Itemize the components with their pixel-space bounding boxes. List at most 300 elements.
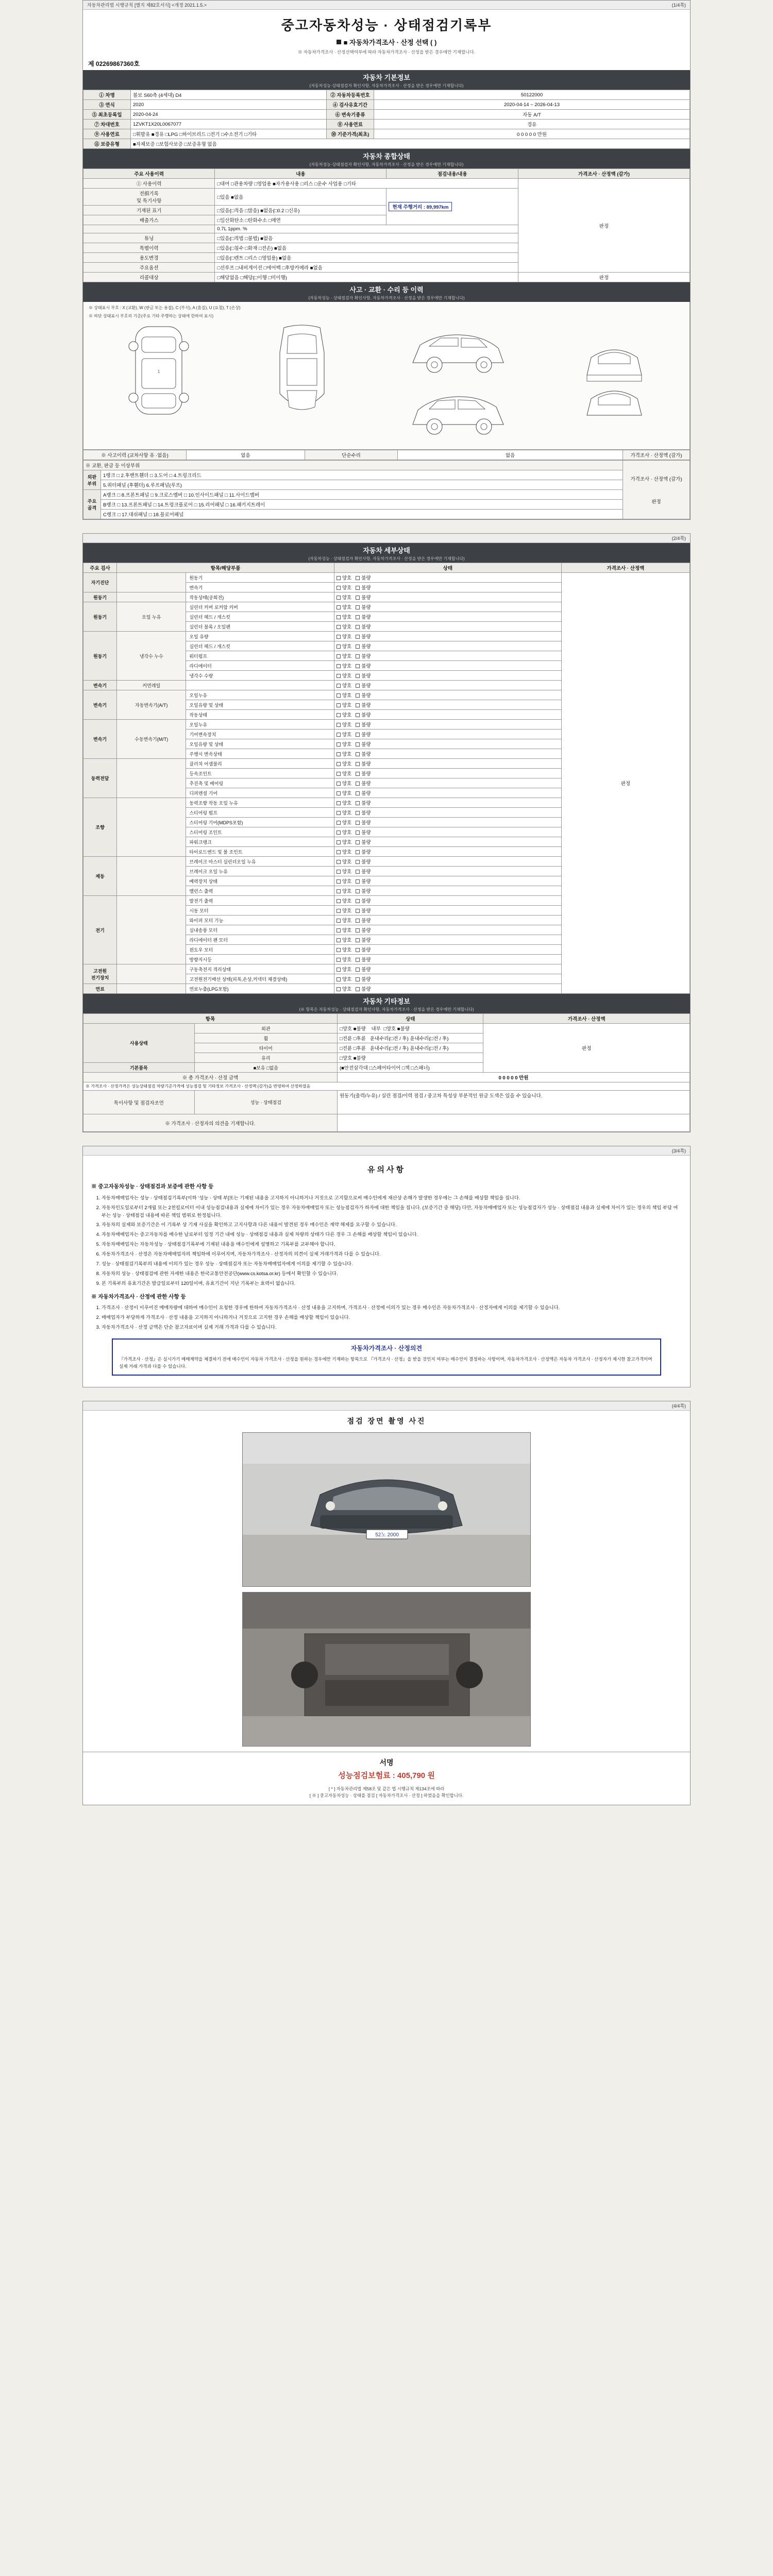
etc-adj-value: 판정 bbox=[483, 1024, 690, 1073]
table-row bbox=[83, 490, 690, 500]
detail-group-7: 동력전달 bbox=[83, 759, 117, 798]
topbar-page2 bbox=[83, 534, 690, 543]
row-recall-label: 리콜대상 bbox=[83, 273, 215, 282]
square-bullet-icon bbox=[337, 40, 341, 44]
detail-item-status[interactable]: 양호 불량 bbox=[334, 964, 561, 974]
etc-glass-value[interactable]: □양호 ■불량 bbox=[337, 1053, 483, 1063]
footer-note bbox=[83, 1785, 690, 1805]
detail-group-10: 전기 bbox=[83, 896, 117, 964]
detail-subgroup-8 bbox=[117, 798, 186, 857]
etc-group-label: 사용상태 bbox=[83, 1024, 195, 1063]
col-detail-adj: 가격조사 · 산정액 bbox=[561, 563, 690, 573]
detail-item-name: 베력장치 상태 bbox=[186, 876, 334, 886]
detail-item-status[interactable]: 양호 불량 bbox=[334, 984, 561, 994]
detail-group-6: 변속기 bbox=[83, 720, 117, 759]
detail-item-status[interactable]: 양호 불량 bbox=[334, 700, 561, 710]
notice-item-6: 7. 성능 · 상태점검기록부의 내용에 이의가 있는 경우 성능 · 상태점검자 또는 자동차매매업자에게 이의를 제기할 수 있습니다. bbox=[102, 1260, 682, 1268]
plate-text: 52노 2000 bbox=[375, 1532, 399, 1538]
table-row bbox=[83, 470, 690, 480]
row-usage-label: ① 사용이력 bbox=[83, 179, 215, 189]
parts-table bbox=[83, 460, 690, 519]
detail-item-name: 발전기 출력 bbox=[186, 896, 334, 906]
notice-item-3: 4. 자동차매매업자는 중고자동차를 매수한 날로부터 일정 기간 내에 성능 · 상태점검 내용과 실제 차량의 상태가 다른 경우 그 손해를 배상할 책임이 있습니다. bbox=[102, 1231, 682, 1239]
label-fuel-head: ⑧ 사용연료 bbox=[327, 120, 374, 129]
footer-line-2: [ ※ ] 중고자동차성능 · 상태를 점검 [ 자동차가격조사 · 산정 ] 하였음을 확인합니다. bbox=[309, 1793, 464, 1799]
table-row bbox=[83, 90, 690, 100]
car-view-front-left bbox=[120, 321, 197, 419]
notice-item-5: 6. 자동차가격조사 · 산정은 자동차매매업자의 책임하에 이루어지며, 자동차가격조사 · 산정자의 의견이 실제 거래가격과 다를 수 있습니다. bbox=[102, 1250, 682, 1258]
price-adjust-cell: 판정 bbox=[518, 179, 690, 273]
appraiser-opinion-value[interactable] bbox=[337, 1114, 690, 1132]
detail-item-name: 기어변속장치 bbox=[186, 730, 334, 739]
detail-item-name: 파워크랭크 bbox=[186, 837, 334, 847]
value-warranty[interactable]: ■자체보증 □보험사보증 □보증유형 없음 bbox=[131, 139, 690, 149]
col-price-adj: 가격조사 · 산정액 (감가) bbox=[518, 169, 690, 179]
table-header-row bbox=[83, 563, 690, 573]
notice-item-0: 1. 자동차매매업자는 성능 · 상태점검기록부(이하 ‘성능 · 상태 부[또는 기재된 내용을 고지하지 아니하거나 거짓으로 고지함으로써 매수인에게 재산상 손해가 발생한 경우에는 그 손해를 배상할 책임을 집니다. bbox=[102, 1194, 682, 1202]
simple-repair-value: 없음 bbox=[398, 450, 623, 460]
detail-item-name: 실내송풍 모터 bbox=[186, 925, 334, 935]
label-fuel: ⑨ 사용연료 bbox=[83, 129, 131, 139]
detail-item-status[interactable]: 양호 불량 bbox=[334, 671, 561, 681]
page-1 bbox=[82, 0, 691, 520]
overall-status-table bbox=[83, 168, 690, 282]
appraisal-box-title: 자동차가격조사 · 산정의견 bbox=[350, 1344, 423, 1352]
document-note: ※ 자동차가격조사 · 산정선택여부에 따라 자동차가격조사 · 산정을 받은 경우에만 기재합니다. bbox=[298, 49, 475, 55]
table-row bbox=[83, 573, 690, 583]
detail-item-status[interactable]: 양호 불량 bbox=[334, 583, 561, 592]
detail-group-3: 원동기 bbox=[83, 632, 117, 681]
table-row bbox=[83, 461, 690, 470]
detail-item-name: 고전원전기배선 상태(피복,손상,커넥터 체결상태) bbox=[186, 974, 334, 984]
etc-basic-group: 기본품목 bbox=[83, 1063, 195, 1073]
label-base-price: ⑩ 기준가격(최초) bbox=[327, 129, 374, 139]
detail-item-status[interactable]: 양호 불량 bbox=[334, 759, 561, 769]
value-plate: 50122000 bbox=[374, 90, 690, 100]
detail-item-name: 브레이크 마스터 실린더오일 누유 bbox=[186, 857, 334, 867]
etc-basic-value[interactable]: (■안전삼각대 □스페어타이어 □잭 □스패너) bbox=[337, 1063, 483, 1073]
detail-subgroup-9 bbox=[117, 857, 186, 896]
parts-outer-line2[interactable]: 5.쿼터패널 (후휀더) 6.루프패널(루프) bbox=[101, 480, 623, 490]
row-emission-num-label bbox=[83, 225, 215, 233]
detail-item-status[interactable]: 양호 불량 bbox=[334, 955, 561, 964]
footer-line-1: [ * ] 자동차관리법 제58조 및 같은 법 시행규칙 제134조에 따라 bbox=[328, 1786, 445, 1791]
table-row bbox=[83, 129, 690, 139]
car-view-front-rear bbox=[576, 321, 653, 419]
detail-item-name: 방향지시등 bbox=[186, 955, 334, 964]
table-row bbox=[83, 1073, 690, 1082]
table-row bbox=[83, 1082, 690, 1091]
row-record-value[interactable]: □있음(□적음 □많음) ■없음(□0.2 □신유) bbox=[215, 206, 386, 215]
topbar-page3 bbox=[83, 1146, 690, 1156]
document-id: 제 02269867360호 bbox=[88, 60, 140, 67]
value-first-registration: 2020-04-24 bbox=[131, 110, 327, 120]
row-special-value[interactable]: □있음(□침수 □화재 □전손) ■없음 bbox=[215, 243, 518, 253]
section-band-overall: 자동차 종합상태 (자동차성능·상태점검자 확인사항, 자동차가격조사 · 산정을 받은 경우에만 기재합니다) bbox=[83, 149, 690, 168]
table-row bbox=[83, 179, 690, 189]
row-usechange-value[interactable]: □있음(□렌트 □리스 □영업용) ■없음 bbox=[215, 253, 518, 263]
parts-group-outer: 외판 부위 bbox=[83, 470, 101, 490]
detail-item-status[interactable]: 양호 불량 bbox=[334, 886, 561, 896]
detail-item-status[interactable]: 양호 불량 bbox=[334, 632, 561, 641]
car-svg-left bbox=[120, 321, 197, 419]
detail-item-name: 실린더 헤드 / 개스킷 bbox=[186, 641, 334, 651]
col-detail: 점검내용/내용 bbox=[386, 169, 518, 179]
label-vin: ⑦ 차대번호 bbox=[83, 120, 131, 129]
total-adj-note: ※ 가격조사 · 산정가격은 성능상태점검 차량기준가격에 성능점검 및 기타정보 가격조사 · 산정액 (감가)을 반영하여 산정하였음 bbox=[83, 1082, 690, 1091]
etc-wheel-label: 휠 bbox=[194, 1033, 337, 1043]
detail-item-status[interactable]: 양호 불량 bbox=[334, 573, 561, 583]
detail-item-status[interactable]: 양호 불량 bbox=[334, 876, 561, 886]
notice-appraisal-item-1: 2. 매매업자가 부당하게 가격조사 · 산정 내용을 고지하지 아니하거나 거짓으로 고지한 경우 손해를 배상할 책임이 있습니다. bbox=[102, 1314, 682, 1321]
detail-item-status[interactable]: 양호 불량 bbox=[334, 847, 561, 857]
row-recall-adj: 판정 bbox=[518, 273, 690, 282]
table-row bbox=[83, 450, 690, 460]
parts-frame-line3[interactable]: C랭크 □ 17.대쉬패널 □ 18.플로어패널 bbox=[101, 510, 623, 519]
notice-section bbox=[83, 1156, 690, 1387]
detail-group-9: 제동 bbox=[83, 857, 117, 896]
value-vin: 1ZVKT1X20L0067077 bbox=[131, 120, 327, 129]
value-base-price: 0 0 0 0 0 만원 bbox=[374, 129, 690, 139]
page-indicator-2: (2/4쪽) bbox=[671, 536, 686, 541]
detail-item-name: 등속조인트 bbox=[186, 769, 334, 778]
car-svg-side-right bbox=[407, 383, 510, 445]
detail-item-status[interactable]: 양호 불량 bbox=[334, 690, 561, 700]
row-usage-value[interactable]: □대여 □관용차량 □영업용 ■자가용사용 □리스 □운수 사업용 □기타 bbox=[215, 179, 518, 189]
label-warranty: ⑪ 보증유형 bbox=[83, 139, 131, 149]
detail-group-2: 원동기 bbox=[83, 602, 117, 632]
page-indicator-1: (1/4쪽) bbox=[671, 3, 686, 8]
detail-item-name: 오일유량 및 상태 bbox=[186, 739, 334, 749]
detail-subgroup-5: 자동변속기(A/T) bbox=[117, 690, 186, 720]
col-content: 내용 bbox=[215, 169, 386, 179]
detail-item-status[interactable]: 양호 불량 bbox=[334, 788, 561, 798]
notice-item-7: 8. 자동차의 성능 · 상태점검에 관한 자세한 내용은 한국교통안전공단(www.cs.kotsa.or.kr) 등에서 확인할 수 있습니다. bbox=[102, 1270, 682, 1278]
detail-status-table bbox=[83, 563, 690, 994]
detail-item-status[interactable]: 양호 불량 bbox=[334, 769, 561, 778]
detail-item-status[interactable]: 양호 불량 bbox=[334, 681, 561, 690]
col-state: 상태 bbox=[334, 563, 561, 573]
row-options-label: 주요옵션 bbox=[83, 263, 215, 273]
signature-title: 서명 bbox=[83, 1752, 690, 1770]
detail-item-name: 브레이크 오일 누유 bbox=[186, 867, 334, 876]
diagram-legend-2: ※ 하단 상태표시 부호의 기준(주요 기타 주행하는 상태에 한하여 표시) bbox=[89, 314, 213, 318]
detail-item-status[interactable]: 양호 불량 bbox=[334, 730, 561, 739]
detail-item-name: 라디에이터 팬 모터 bbox=[186, 935, 334, 945]
detail-item-status[interactable]: 양호 불량 bbox=[334, 818, 561, 827]
mileage-highlight: 현재 주행거리 : 89,997km bbox=[389, 202, 452, 211]
table-row bbox=[83, 480, 690, 490]
photo-list bbox=[83, 1430, 690, 1752]
basic-info-table bbox=[83, 90, 690, 149]
row-tuning-label: 튜닝 bbox=[83, 233, 215, 243]
notice-appraisal-item-2: 3. 자동차가격조사 · 산정 금액은 단순 참고자료이며 실제 거래 가격과 다를 수 있습니다. bbox=[102, 1324, 682, 1331]
detail-subgroup-10 bbox=[117, 896, 186, 964]
detail-item-name: 구동축전지 격리상태 bbox=[186, 964, 334, 974]
table-row bbox=[83, 500, 690, 510]
detail-item-status[interactable]: 양호 불량 bbox=[334, 798, 561, 808]
page-3 bbox=[82, 1146, 691, 1387]
detail-item-status[interactable]: 양호 불량 bbox=[334, 622, 561, 632]
detail-item-status[interactable]: 양호 불량 bbox=[334, 867, 561, 876]
row-tuning-value[interactable]: □있음(□적법 □불법) ■없음 bbox=[215, 233, 518, 243]
detail-item-name: 주행시 변속상태 bbox=[186, 749, 334, 759]
detail-item-status[interactable]: 양호 불량 bbox=[334, 808, 561, 818]
detail-item-status[interactable]: 양호 불량 bbox=[334, 661, 561, 671]
detail-item-name: 시동 모터 bbox=[186, 906, 334, 916]
notice-item-8: 9. 본 기록부의 유효기간은 발급일로부터 120일이며, 유효기간이 지난 기록부는 효력이 없습니다. bbox=[102, 1280, 682, 1287]
appraisal-opinion-box bbox=[112, 1338, 661, 1376]
value-carname: 볼보 S60측 (4세대) D4 bbox=[131, 90, 327, 100]
table-header-row bbox=[83, 1014, 690, 1024]
detail-item-name: 윈도우 모터 bbox=[186, 945, 334, 955]
detail-item-name: 변속기 bbox=[186, 583, 334, 592]
topbar-page1 bbox=[83, 1, 690, 10]
detail-item-name: 실린더 헤드 / 개스킷 bbox=[186, 612, 334, 622]
notice-appraisal-item-0: 1. 가격조사 · 산정이 이루어진 매매차량에 대하여 매수인이 요청한 경우에 한하여 자동차가격조사 · 산정 내용을 고지하며, 가격조사 · 산정에 이의가 있는 경우 매수인은 자동차가격조사 · 산정자에게 이의를 제기할 수 있습니다. bbox=[102, 1304, 682, 1312]
detail-group-0: 자기진단 bbox=[83, 573, 117, 592]
table-header-row bbox=[83, 169, 690, 179]
detail-item-status[interactable]: 양호 불량 bbox=[334, 641, 561, 651]
row-usechange-label: 용도변경 bbox=[83, 253, 215, 263]
detail-item-name: 작동상태(공회전) bbox=[186, 592, 334, 602]
accident-summary-table bbox=[83, 450, 690, 460]
detail-item-status[interactable]: 양호 불량 bbox=[334, 612, 561, 622]
accident-adj-label: 가격조사 · 산정액 (감가) bbox=[623, 450, 690, 460]
detail-item-status[interactable]: 양호 불량 bbox=[334, 592, 561, 602]
detail-subgroup-2: 오일 누유 bbox=[117, 602, 186, 632]
detail-item-name: 오일 유량 bbox=[186, 632, 334, 641]
etc-wheel-value[interactable]: □전륜 □후륜 윤내수리(□전 / 후) 윤내수리(□전 / 후) bbox=[337, 1033, 483, 1043]
detail-item-name: 워터펌프 bbox=[186, 651, 334, 661]
detail-subgroup-12 bbox=[117, 984, 186, 994]
parts-outer-line1[interactable]: 1랭크 □ 2.후밴트휀더 □ 3.도어 □ 4.트렁크리드 bbox=[101, 470, 623, 480]
accident-history-label: ※ 사고이력 (교차사항 유 ·없음) bbox=[83, 450, 187, 460]
notice-item-4: 5. 자동차매매업자는 자동차성능 · 상태점검기록부에 기재된 내용을 매수인에게 설명하고 기록부를 교부해야 합니다. bbox=[102, 1241, 682, 1248]
value-inspection-period: 2020-04-14 ~ 2026-04-13 bbox=[374, 100, 690, 110]
detail-item-status[interactable]: 양호 불량 bbox=[334, 827, 561, 837]
label-carname: ① 차명 bbox=[83, 90, 131, 100]
detail-item-status[interactable]: 양호 불량 bbox=[334, 896, 561, 906]
table-row bbox=[83, 139, 690, 149]
row-record-label: 기재된 표기 bbox=[83, 206, 215, 215]
special-note-sub: 성능 · 상태점검 bbox=[194, 1091, 337, 1114]
row-emission-value[interactable]: □일산화탄소 □탄화수소 □매연 bbox=[215, 215, 386, 225]
row-recall-value[interactable]: □해당없음 □해당(□이행 □미이행) bbox=[215, 273, 518, 282]
table-row bbox=[83, 100, 690, 110]
detail-item-name: 실린더 커버 로커암 커버 bbox=[186, 602, 334, 612]
row-special-label: 특별이력 bbox=[83, 243, 215, 253]
detail-item-status[interactable]: 양호 불량 bbox=[334, 720, 561, 730]
page-indicator-3: (3/4쪽) bbox=[671, 1148, 686, 1154]
notice-s1-title: ※ 중고자동차성능 · 상태점검과 보증에 관한 사항 등 bbox=[91, 1183, 214, 1190]
detail-item-name: 오일누유 bbox=[186, 690, 334, 700]
detail-subgroup-1 bbox=[117, 592, 186, 602]
detail-group-12: 연료 bbox=[83, 984, 117, 994]
photo-section-title: 점검 장면 촬영 사진 bbox=[347, 1416, 426, 1425]
detail-group-11: 고전원 전기장치 bbox=[83, 964, 117, 984]
detail-adjust-value: 판정 bbox=[561, 573, 690, 994]
mileage-cell bbox=[386, 189, 518, 225]
label-year: ③ 연식 bbox=[83, 100, 131, 110]
accident-history-value: 없음 bbox=[187, 450, 305, 460]
detail-item-name: 오일유량 및 상태 bbox=[186, 700, 334, 710]
detail-item-status[interactable]: 양호 불량 bbox=[334, 906, 561, 916]
etc-exterior-value[interactable]: □양호 ■불량 내부 □양호 ■불량 bbox=[337, 1024, 483, 1033]
section-band-etc: 자동차 기타정보 (※ 항목은 자동차성능 · 상태점검자 확인사항, 자동차가격조사 · 산정을 받은 경우에만 기재합니다) bbox=[83, 994, 690, 1013]
detail-item-name: 타이로드엔드 및 볼 조인트 bbox=[186, 847, 334, 857]
detail-item-name: 밸런스 출력 bbox=[186, 886, 334, 896]
parts-adj-label: 가격조사 · 산정액 (감가) 판정 bbox=[623, 461, 690, 519]
section-band-accident: 사고 · 교환 · 수리 등 이력 (자동차성능 · 상태점검자 확인사항, 자동차가격조사 · 산정을 받은 경우에만 기재합니다) bbox=[83, 282, 690, 302]
col-item: 항목/해당부품 bbox=[117, 563, 334, 573]
car-svg-frontrear bbox=[576, 321, 653, 419]
detail-group-4: 변속기 bbox=[83, 681, 117, 690]
special-note-label: 특이사항 및 점검자조언 bbox=[83, 1091, 195, 1114]
detail-item-status[interactable]: 양호 불량 bbox=[334, 710, 561, 720]
detail-item-status[interactable]: 양호 불량 bbox=[334, 602, 561, 612]
photo-front-image bbox=[243, 1433, 530, 1586]
simple-repair-label: 단순수리 bbox=[305, 450, 398, 460]
parts-header: ※ 교환, 판금 등 이상부위 bbox=[83, 461, 623, 470]
row-transfer-value[interactable]: □있음 ■없음 bbox=[215, 189, 386, 206]
parts-frame-line1[interactable]: A랭크 □ 8.프론트패널 □ 9.크로스멤버 □ 10.인사이드패널 □ 11.사이드멤버 bbox=[101, 490, 623, 500]
car-diagram-area bbox=[83, 302, 690, 450]
value-fuel-head: 경유 bbox=[374, 120, 690, 129]
col-usage: 주요 사용이력 bbox=[83, 169, 215, 179]
notice-s1-list bbox=[91, 1194, 682, 1287]
col-etc-adj: 가격조사 · 산정액 bbox=[483, 1014, 690, 1024]
detail-item-name: 원동기 bbox=[186, 573, 334, 583]
parts-group-frame: 주요 골격 bbox=[83, 490, 101, 519]
label-transmission: ⑥ 변속기종류 bbox=[327, 110, 374, 120]
detail-item-name bbox=[186, 681, 334, 690]
diagram-legend-1: ※ 상태표시 부호 : X (교환), W (판금 또는 용접), C (부식), A (흠집), U (요철), T (손상) bbox=[89, 306, 241, 310]
page-indicator-4: (4/4쪽) bbox=[671, 1403, 686, 1409]
detail-subgroup-0 bbox=[117, 573, 186, 592]
notice-title: 유의사항 bbox=[367, 1165, 406, 1174]
detail-item-status[interactable]: 양호 불량 bbox=[334, 935, 561, 945]
detail-subgroup-6: 수동변속기(M/T) bbox=[117, 720, 186, 759]
page-title: 중고자동차성능 · 상태점검기록부 bbox=[281, 18, 492, 33]
detail-subgroup-11 bbox=[117, 964, 186, 984]
etc-tire-value[interactable]: □전륜 □후륜 윤내수리(□전 / 후) 윤내수리(□전 / 후) bbox=[337, 1043, 483, 1053]
table-row bbox=[83, 120, 690, 129]
detail-item-name: 연료누출(LPG포함) bbox=[186, 984, 334, 994]
detail-item-name: 와이퍼 모터 기능 bbox=[186, 916, 334, 925]
document-subtitle: ■ 자동차가격조사 · 산정 선택 ( ) bbox=[83, 37, 690, 47]
detail-subgroup-3: 냉각수 누수 bbox=[117, 632, 186, 681]
table-row bbox=[83, 273, 690, 282]
detail-item-name: 냉각수 수량 bbox=[186, 671, 334, 681]
table-row bbox=[83, 110, 690, 120]
detail-body bbox=[83, 573, 690, 994]
label-inspection-period: ④ 검사유효기간 bbox=[327, 100, 374, 110]
detail-item-name: 스티어링 조인트 bbox=[186, 827, 334, 837]
detail-item-status[interactable]: 양호 불량 bbox=[334, 945, 561, 955]
total-adj-label: ※ 총 가격조사 · 산정 금액 bbox=[83, 1073, 338, 1082]
photo-front[interactable] bbox=[242, 1432, 531, 1587]
detail-item-status[interactable]: 양호 불량 bbox=[334, 837, 561, 847]
detail-item-status[interactable]: 양호 불량 bbox=[334, 916, 561, 925]
table-row bbox=[83, 1114, 690, 1132]
row-transfer-label: 전損기록 및 특기사항 bbox=[83, 189, 215, 206]
table-row bbox=[83, 510, 690, 519]
row-emission-num-value: 0.7L 1ppm. % bbox=[215, 225, 518, 233]
col-etc-item: 항목 bbox=[83, 1014, 338, 1024]
value-year: 2020 bbox=[131, 100, 327, 110]
total-adj-value: 0 0 0 0 0 만원 bbox=[337, 1073, 690, 1082]
car-view-top bbox=[263, 321, 341, 419]
detail-item-name: 작동상태 bbox=[186, 710, 334, 720]
label-plate: ② 자동차등록번호 bbox=[327, 90, 374, 100]
parts-frame-line2[interactable]: B랭크 □ 13.프론트패널 □ 14.트렁크플로어 □ 15.리어패널 □ 16.패키지트레이 bbox=[101, 500, 623, 510]
notice-item-1: 2. 자동차인도일로부터 2개월 또는 2천킬로미터 이내 성능점검내용과 실제에 차이가 있는 경우 자동차매매업자 또는 성능점검자가 하자에 대한 책임을 집니다. (보증기간 중 해당) 다만, 자동차매매업자 또는 성능점검자가 성능 · 상태점검 내용과 실제에 차이가 있는 경우의 책임 부담 여부는 성능 · 상태점검 내용에 따른 책임 범위로 한정됩니다. bbox=[102, 1204, 682, 1219]
special-note-text[interactable]: 원동기(출력/누유) / 실린 점검/이력 점검 / 중고차 특성상 부분적인 원금 도색은 있을 수 있습니다. bbox=[337, 1091, 690, 1114]
detail-item-name: 오일누유 bbox=[186, 720, 334, 730]
etc-table bbox=[83, 1013, 690, 1132]
table-row bbox=[83, 1024, 690, 1033]
detail-item-status[interactable]: 양호 불량 bbox=[334, 651, 561, 661]
value-fuel[interactable]: □휘발유 ■경유 □LPG □하이브리드 □전기 □수소전기 □기타 bbox=[131, 129, 327, 139]
detail-item-status[interactable]: 양호 불량 bbox=[334, 739, 561, 749]
detail-item-name: 실린더 블록 / 오일팬 bbox=[186, 622, 334, 632]
inspection-insurance-fee: 성능점검보험료 : 405,790 원 bbox=[338, 1771, 435, 1780]
value-transmission: 자동 A/T bbox=[374, 110, 690, 120]
detail-item-status[interactable]: 양호 불량 bbox=[334, 974, 561, 984]
detail-group-8: 조향 bbox=[83, 798, 117, 857]
detail-group-5: 변속기 bbox=[83, 690, 117, 720]
section-band-detail: 자동차 세부상태 (자동차성능 · 상태점검자 확인사항, 자동차가격조사 · 산정을 받은 경우에만 기재합니다) bbox=[83, 543, 690, 563]
notice-s2-title: ※ 자동차가격조사 · 산정에 관한 사항 등 bbox=[91, 1293, 186, 1300]
appraiser-opinion-label: ※ 가격조사 · 산정자의 의견을 기재합니다. bbox=[83, 1114, 338, 1132]
etc-glass-label: 유리 bbox=[194, 1053, 337, 1063]
photo-underbody-image bbox=[243, 1592, 530, 1746]
detail-group-1: 원동기 bbox=[83, 592, 117, 602]
etc-exterior-label: 외관 bbox=[194, 1024, 337, 1033]
label-first-registration: ⑤ 최초등록일 bbox=[83, 110, 131, 120]
appraisal-box-text: 『가격조사 · 산정』은 실시가기 매매계약을 체결하기 전에 매수인이 자동차 가격조사 · 산정을 원하는 경우에만 기재하는 항목으로 『가격조사 · 산정』을 받을 것인지 여부는 매수인이 결정하는 사항이며, 자동차가격조사 · 산정액은 자동차 가격조사 · 산정자가 제시한 참고가격이며 실제 거래 가격과 다를 수 있습니다. bbox=[119, 1357, 652, 1369]
detail-item-name: 스티어링 펌프 bbox=[186, 808, 334, 818]
document-header bbox=[83, 10, 690, 57]
car-svg-side-left bbox=[407, 321, 510, 383]
notice-s2-list bbox=[91, 1304, 682, 1331]
page-4 bbox=[82, 1401, 691, 1805]
detail-item-name: 스티어링 기어(MDPS포함) bbox=[186, 818, 334, 827]
topbar-page4 bbox=[83, 1401, 690, 1411]
detail-item-name: 디퍼렌셜 기어 bbox=[186, 788, 334, 798]
form-code: 자동차관리법 시행규칙 [별지 제82호서식] <개정 2021.1.5.> bbox=[87, 3, 207, 8]
detail-item-name: 동력조향 작동 오일 누유 bbox=[186, 798, 334, 808]
car-svg-top bbox=[263, 321, 341, 419]
detail-subgroup-4: 커먼레일 bbox=[117, 681, 186, 690]
section-band-basic: 자동차 기본정보 (자동차성능·상태점검자 확인사항, 자동차가격조사 · 산정을 받은 경우에만 기재합니다) bbox=[83, 70, 690, 90]
detail-item-status[interactable]: 양호 불량 bbox=[334, 778, 561, 788]
notice-item-2: 3. 자동차의 실제와 보증기간은 이 기록부 상 기재 사실을 확인하고 고지사항과 다른 내용이 발견된 경우 매수인은 계약 해제를 요구할 수 있습니다. bbox=[102, 1221, 682, 1229]
photo-underbody[interactable] bbox=[242, 1592, 531, 1747]
row-emission-label: 배출가스 bbox=[83, 215, 215, 225]
etc-tire-label: 타이어 bbox=[194, 1043, 337, 1053]
table-row bbox=[83, 1091, 690, 1114]
detail-subgroup-7 bbox=[117, 759, 186, 798]
col-main-check: 주요 검사 bbox=[83, 563, 117, 573]
detail-item-status[interactable]: 양호 불량 bbox=[334, 857, 561, 867]
row-options-value[interactable]: □선루프 □내비게이션 □에어백 □후방카메라 ■없음 bbox=[215, 263, 518, 273]
detail-item-name: 라디에이터 bbox=[186, 661, 334, 671]
detail-item-status[interactable]: 양호 불량 bbox=[334, 749, 561, 759]
detail-item-status[interactable]: 양호 불량 bbox=[334, 925, 561, 935]
etc-basic-label: ■보유 □없음 bbox=[194, 1063, 337, 1073]
